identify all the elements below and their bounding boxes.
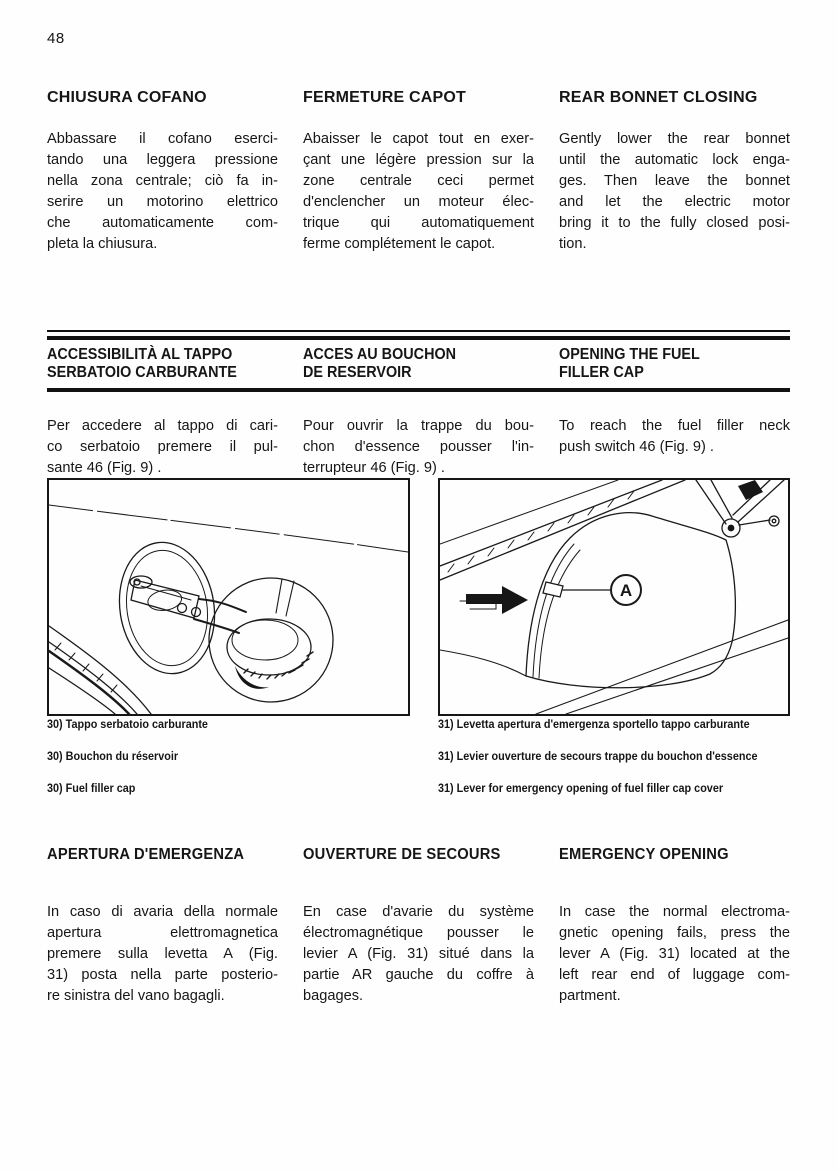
figure-30-fuel-filler-cap (47, 478, 410, 716)
caption-english: 31) Lever for emergency opening of fuel filler cap cover (438, 781, 724, 795)
boot-hinge (696, 480, 784, 537)
fuel-cap-heading-band (47, 330, 790, 392)
section-heading: REAR BONNET CLOSING (559, 89, 758, 106)
paragraph: Abbassare il cofano eserci- tando una leggera pressione nella zona centrale; ciò fa in- serire un motorino elettrico che automaticamente com- pleta la chiusura. (47, 131, 278, 252)
fuel-cap (227, 619, 313, 689)
captions-row (47, 718, 790, 814)
band-headings (47, 336, 790, 388)
figures-row (47, 478, 790, 716)
column-italian (47, 845, 278, 1007)
figure-31-emergency-lever (438, 478, 790, 716)
paragraph: To reach the fuel filler neck push switch 46 (Fig. 9) . (559, 418, 790, 455)
paragraph: Pour ouvrir la trappe du bou- chon d'essence pousser l'in- terrupteur 46 (Fig. 9) . (303, 418, 534, 476)
section-emergency-opening (47, 845, 790, 1007)
wheel-housing-panel (526, 513, 735, 688)
flap-hinge (130, 576, 246, 633)
column-english (559, 88, 790, 255)
section-heading: APERTURA D'EMERGENZA (47, 846, 245, 863)
paragraph: En case d'avarie du système électromagnétique pousser le levier A (Fig. 31) situé dans la partie AR gauche du coffre à bagages. (303, 904, 534, 1004)
direction-arrow-icon (460, 586, 528, 614)
paragraph: In caso di avaria della normale apertura elettromagnetica premere sulla levetta A (Fig. 31) posta nella parte posterio- re sinistra del vano bagagli. (47, 904, 278, 1004)
paragraph: Per accedere al tappo di cari- co serbatoio premere il pul- sante 46 (Fig. 9) . (47, 418, 278, 476)
section-heading: EMERGENCY OPENING (559, 846, 729, 863)
paragraph: In case the normal electroma- gnetic opening fails, press the lever A (Fig. 31) located at the left rear end of luggage com- partment. (559, 904, 790, 1004)
column-english (559, 845, 790, 1007)
section-fuel-cap-body (47, 394, 790, 479)
release-cable-and-floor (440, 620, 788, 714)
caption-french: 30) Bouchon du réservoir (47, 749, 179, 763)
section-bonnet-closing (47, 88, 790, 255)
paragraph: Gently lower the rear bonnet until the automatic lock enga- ges. Then leave the bonnet and let the electric motor bring it to the fully closed posi- tion. (559, 131, 790, 252)
caption-english: 30) Fuel filler cap (47, 781, 136, 795)
figure-31-captions (438, 718, 790, 814)
caption-french: 31) Levier ouverture de secours trappe du bouchon d'essence (438, 749, 758, 763)
section-heading: OUVERTURE DE SECOURS (303, 846, 501, 863)
boot-seal-channel (440, 480, 685, 580)
section-heading: ACCES AU BOUCHON DE RESERVOIR (303, 346, 457, 381)
section-heading: ACCESSIBILITÀ AL TAPPO SERBATOIO CARBURANTE (47, 346, 237, 381)
section-heading: FERMETURE CAPOT (303, 89, 466, 106)
section-heading: CHIUSURA COFANO (47, 89, 207, 106)
paragraph: Abaisser le capot tout en exer- çant une légère pression sur la zone centrale ceci permet d'enclencher un moteur élec- trique qui automatiquement ferme complétement le capot. (303, 131, 534, 252)
column-french (303, 845, 534, 1007)
column-french (303, 88, 534, 255)
figure-30-captions (47, 718, 410, 814)
lever-label: A (619, 581, 633, 600)
page-number: 48 (47, 30, 65, 47)
caption-italian: 30) Tappo serbatoio carburante (47, 717, 208, 731)
column-italian (47, 88, 278, 255)
car-body-outline (49, 505, 408, 552)
fuel-flap (110, 535, 223, 680)
label-a-callout (563, 575, 641, 605)
caption-italian: 31) Levetta apertura d'emergenza sportello tappo carburante (438, 717, 750, 731)
section-heading: OPENING THE FUEL FILLER CAP (559, 346, 700, 381)
